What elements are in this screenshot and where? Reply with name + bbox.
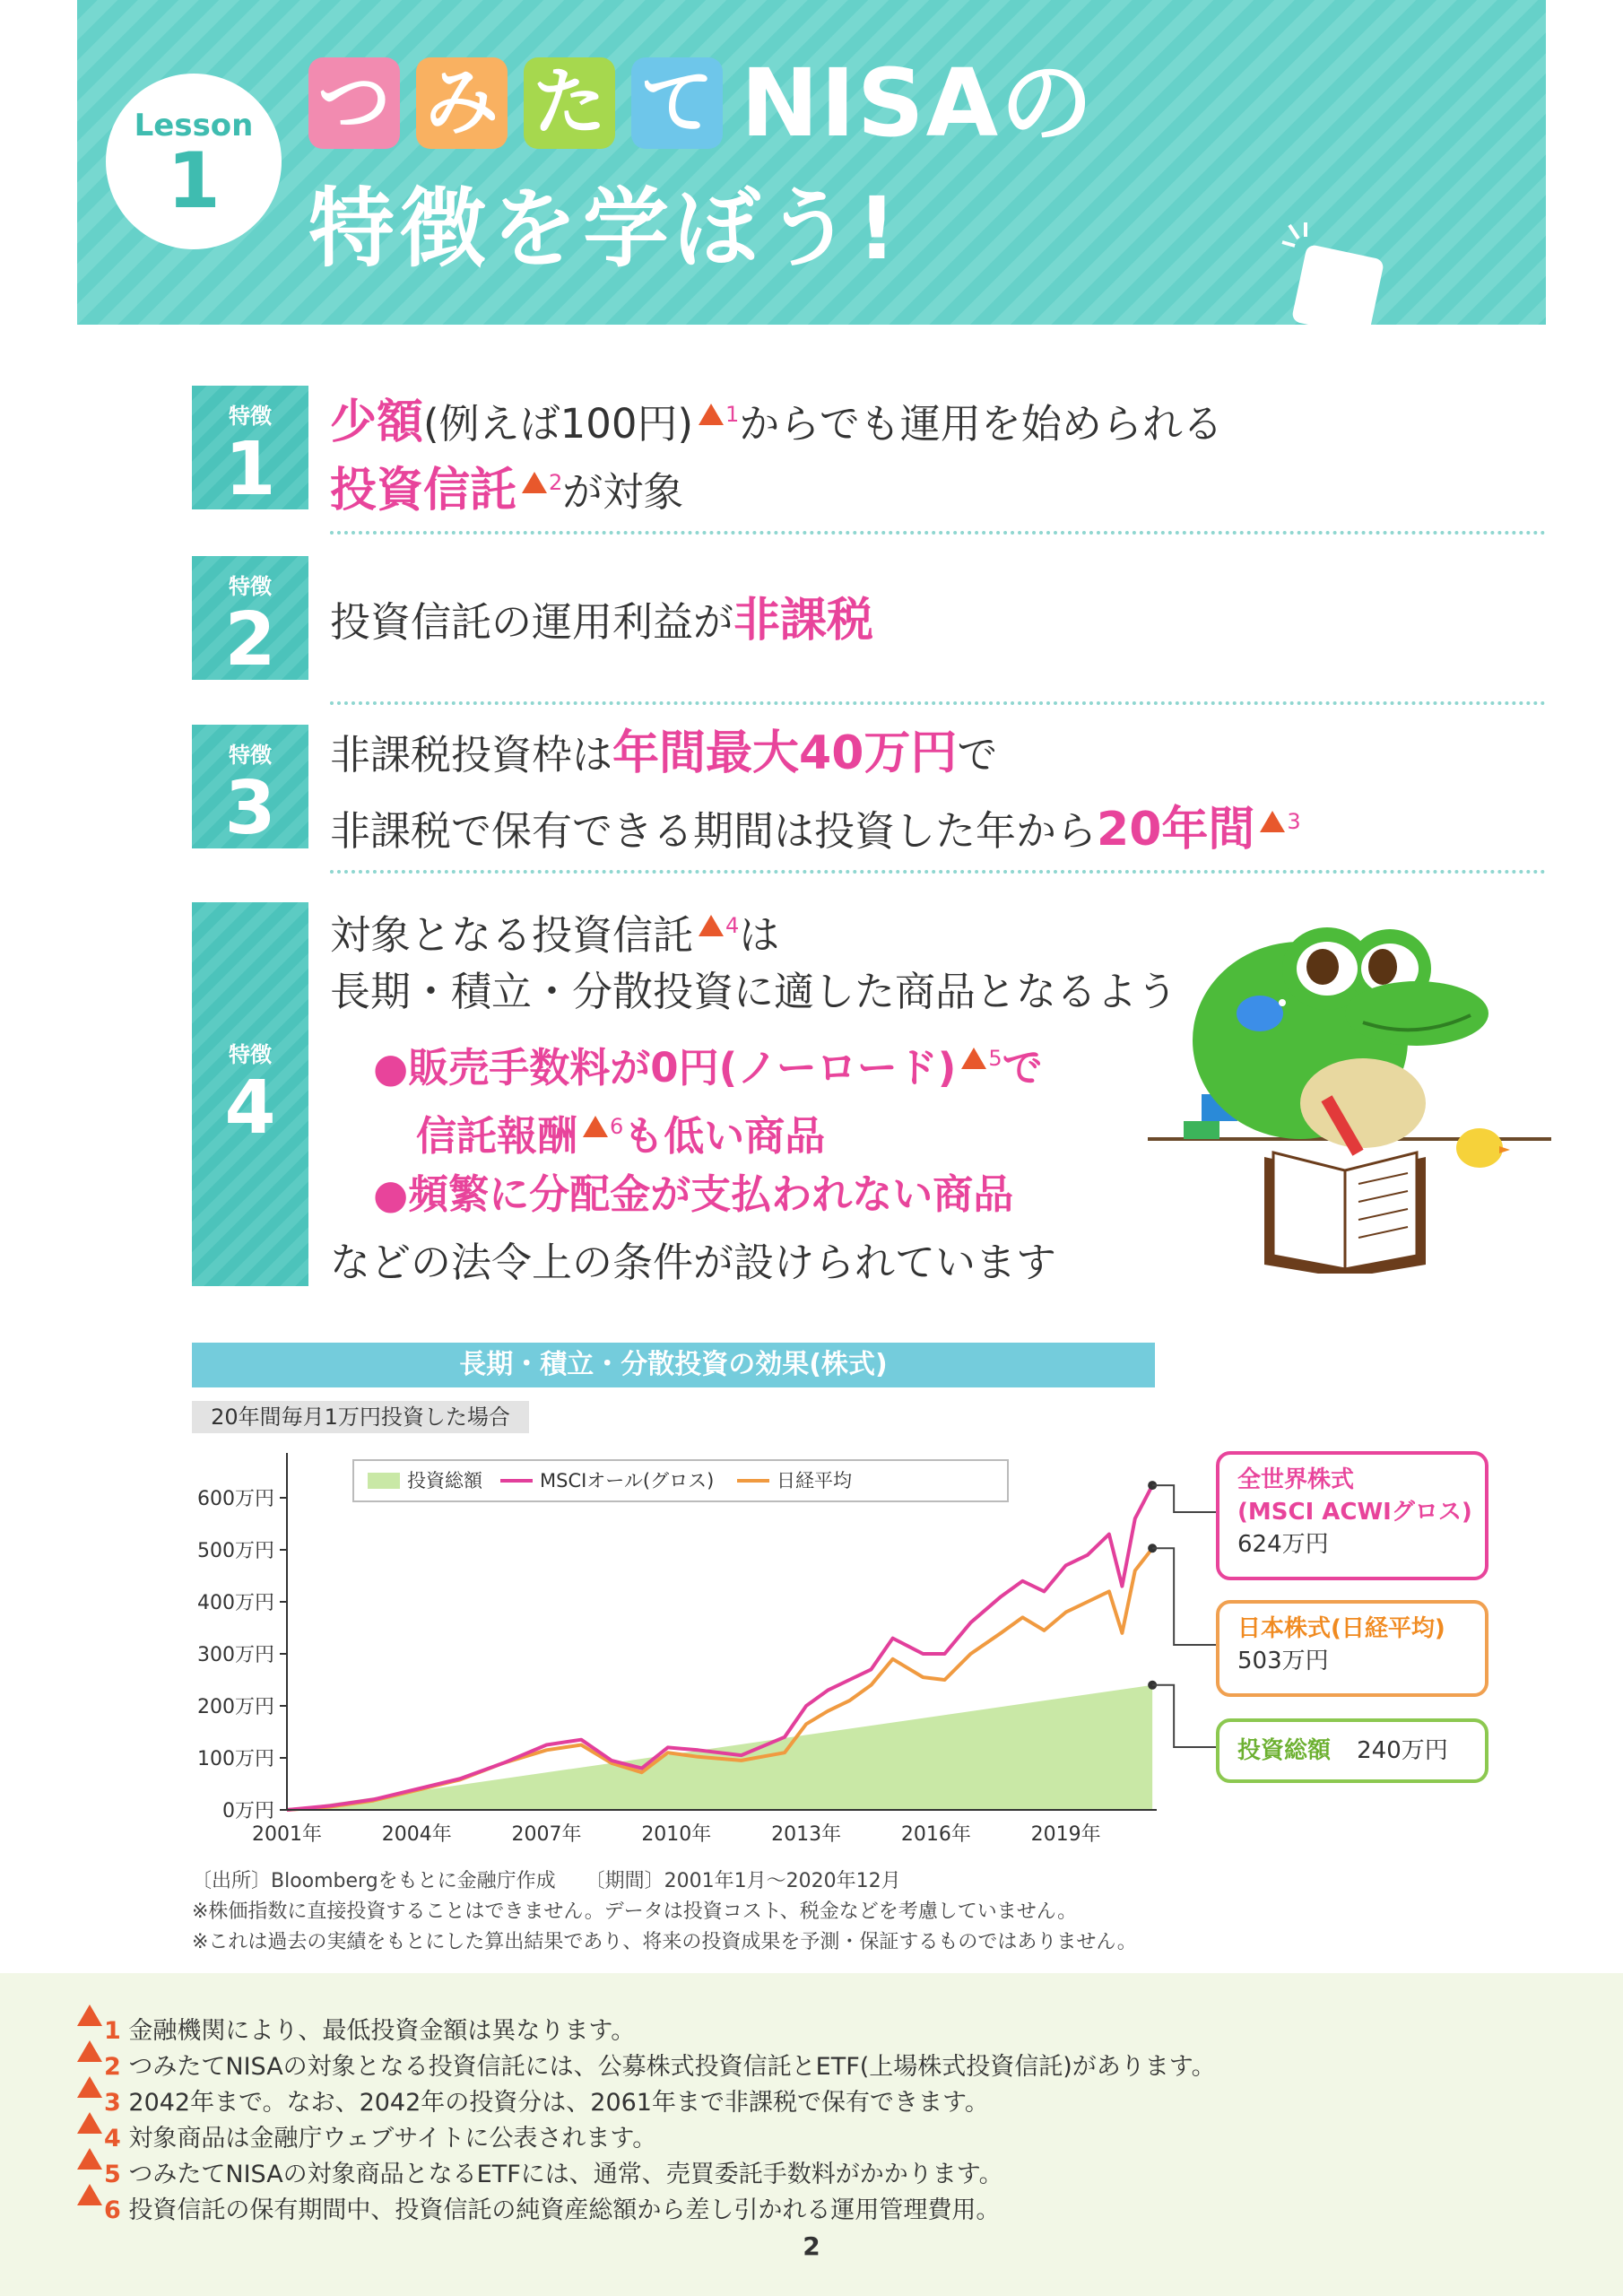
footnote-number: 6: [104, 2196, 121, 2224]
footnote-text: 投資信託の保有期間中、投資信託の純資産総額から差し引かれる運用管理費用。: [128, 2196, 1001, 2224]
feature-text: (例えば100円): [423, 400, 694, 448]
feature-4-line2: 長期・積立・分散投資に適した商品となるよう: [330, 968, 1178, 1015]
y-tick-label: 0万円: [222, 1800, 274, 1822]
callout-title: 投資総額: [1237, 1737, 1332, 1764]
feature-text: 非課税で保有できる期間は投資した年から: [330, 807, 1098, 855]
warning-icon: [77, 2005, 102, 2026]
feature-1-line1: [330, 380, 1223, 458]
footnote-number: 1: [104, 2017, 121, 2045]
callout-title: 日本株式(日経平均): [1237, 1615, 1445, 1642]
frog-reading-book-icon: [1148, 915, 1551, 1274]
divider: [330, 870, 1546, 874]
feature-text: 対象となる投資信託: [330, 911, 694, 959]
warning-icon: [77, 2112, 102, 2134]
warning-icon: [77, 2040, 102, 2062]
feature-4-last-line: などの法令上の条件が設けられています: [330, 1239, 1057, 1286]
callout-value: 503万円: [1237, 1648, 1329, 1674]
callout-total-investment: [1216, 1718, 1488, 1783]
footnote-text: 2042年まで。なお、2042年の投資分は、2061年まで非課税で保有できます。: [128, 2089, 989, 2117]
callout-title: 全世界株式: [1237, 1466, 1355, 1493]
callout-value: 240万円: [1357, 1737, 1448, 1764]
lesson-number: 1: [167, 136, 221, 226]
feature-3-line1: [330, 719, 997, 789]
y-tick-label: 300万円: [197, 1644, 274, 1666]
divider: [330, 531, 1546, 535]
legend-label: MSCIオール(グロス): [540, 1470, 715, 1492]
chart-note: ※株価指数に直接投資することはできません。データは投資コスト、税金などを考慮していません。: [192, 1900, 1078, 1923]
warning-icon: [699, 915, 724, 936]
emphasis-text: 非課税: [733, 594, 874, 648]
x-tick-label: 2010年: [641, 1823, 712, 1846]
warning-icon: [1260, 811, 1285, 832]
feature-text: で: [957, 731, 998, 778]
warning-icon: [522, 472, 547, 493]
y-tick-label: 200万円: [197, 1696, 274, 1718]
feature-label: 特徴: [229, 404, 272, 429]
feature-number: 4: [224, 1065, 276, 1151]
feature-text: 投資信託の運用利益が: [330, 598, 734, 646]
warning-icon: [77, 2076, 102, 2098]
callout-world-stock: [1216, 1451, 1488, 1580]
feature-badge-3: [192, 725, 308, 851]
x-tick-label: 2016年: [900, 1823, 971, 1846]
legend-swatch-total: [368, 1473, 400, 1489]
footnote-ref: 6: [610, 1114, 624, 1139]
emphasis-text: 年間最大40万円: [612, 726, 958, 780]
footnote-number: 2: [104, 2053, 121, 2081]
y-tick-label: 100万円: [197, 1748, 274, 1770]
feature-text: からでも運用を始められる: [739, 400, 1223, 448]
bullet-text: 信託報酬: [416, 1112, 578, 1160]
feature-text: は: [739, 911, 780, 959]
feature-2-line1: [330, 587, 873, 657]
feature-3-line2: [330, 787, 1301, 865]
feature-number: 2: [224, 597, 276, 683]
footnote-ref: 1: [725, 402, 740, 427]
chart-title: 長期・積立・分散投資の効果(株式): [192, 1343, 1155, 1387]
chart-subtitle: 20年間毎月1万円投資した場合: [192, 1401, 529, 1433]
feature-badge-2: [192, 556, 308, 683]
feature-label: 特徴: [229, 1042, 272, 1067]
callout-connector: [1152, 1485, 1216, 1512]
y-tick-label: 600万円: [197, 1488, 274, 1510]
chart-source: 〔出所〕Bloombergをもとに金融庁作成 〔期間〕2001年1月〜2020年12月: [192, 1870, 901, 1892]
feature-badge-1: [192, 386, 308, 512]
investment-chart: [135, 1435, 1219, 1848]
footnote-item: [77, 2184, 1000, 2229]
footnote-ref: 4: [725, 913, 740, 938]
title-kana-tile: て: [631, 57, 723, 149]
callout-connector: [1152, 1548, 1216, 1645]
feature-4-bullet2: [373, 1161, 1013, 1229]
chart-legend: [353, 1460, 1008, 1501]
feature-number: 3: [224, 766, 276, 851]
sticky-note-icon: [1291, 244, 1384, 337]
bullet-text: も低い商品: [623, 1112, 826, 1160]
footnote-number: 5: [104, 2161, 121, 2188]
footnote-text: つみたてNISAの対象となる投資信託には、公募株式投資信託とETF(上場株式投資信託)があります。: [128, 2053, 1216, 2081]
bullet-text: で: [1002, 1044, 1043, 1091]
warning-icon: [77, 2148, 102, 2170]
x-tick-label: 2019年: [1030, 1823, 1101, 1846]
divider: [330, 701, 1546, 705]
warning-icon: [699, 404, 724, 425]
emphasis-text: 20年間: [1097, 803, 1255, 857]
footnote-ref: 2: [549, 470, 563, 495]
warning-icon: [77, 2184, 102, 2205]
legend-label: 投資総額: [407, 1470, 482, 1492]
emphasis-text: 少額: [330, 396, 424, 449]
feature-1-line2: [330, 448, 683, 526]
x-tick-label: 2004年: [381, 1823, 452, 1846]
x-tick-label: 2001年: [252, 1823, 322, 1846]
feature-text: が対象: [562, 468, 684, 516]
x-tick-label: 2013年: [771, 1823, 842, 1846]
footnote-ref: 3: [1287, 809, 1301, 834]
page-number: 2: [803, 2231, 820, 2261]
footnote-number: 3: [104, 2089, 121, 2117]
feature-number: 1: [224, 427, 276, 512]
feature-4-bullet1: [373, 1024, 1043, 1102]
callout-japan-stock: [1216, 1600, 1488, 1697]
x-tick-label: 2007年: [511, 1823, 582, 1846]
feature-badge-4: [192, 902, 308, 1286]
page-title-nisa: NISAの: [741, 48, 1096, 158]
warning-icon: [583, 1116, 608, 1137]
chart-note: ※これは過去の実績をもとにした算出結果であり、将来の投資成果を予測・保証するものではありません。: [192, 1931, 1137, 1953]
warning-icon: [961, 1048, 986, 1069]
lesson-label: Lesson: [134, 108, 254, 144]
callout-connector: [1152, 1685, 1216, 1747]
emphasis-text: 投資信託: [330, 464, 517, 517]
feature-label: 特徴: [229, 743, 272, 768]
footnote-text: 金融機関により、最低投資金額は異なります。: [128, 2017, 636, 2045]
feature-label: 特徴: [229, 574, 272, 599]
footnote-text: つみたてNISAの対象商品となるETFには、通常、売買委託手数料がかかります。: [128, 2161, 1003, 2188]
title-kana-tile: み: [416, 57, 508, 149]
footnote-ref: 5: [988, 1046, 1002, 1071]
page-title-line2: 特徴を学ぼう!: [308, 178, 902, 279]
y-tick-label: 400万円: [197, 1592, 274, 1614]
feature-text: 非課税投資枠は: [330, 731, 613, 778]
footnote-number: 4: [104, 2125, 121, 2152]
title-kana-tile: つ: [308, 57, 400, 149]
legend-label: 日経平均: [777, 1470, 852, 1492]
y-tick-label: 500万円: [197, 1540, 274, 1562]
footnote-text: 対象商品は金融庁ウェブサイトに公表されます。: [128, 2125, 657, 2152]
bullet-text: ●販売手数料が0円(ノーロード): [373, 1044, 957, 1091]
feature-4-bullet1-cont: [416, 1092, 825, 1170]
callout-title: (MSCI ACWIグロス): [1237, 1499, 1472, 1526]
bullet-text: ●頻繁に分配金が支払われない商品: [373, 1170, 1014, 1218]
lesson-badge: [106, 74, 282, 249]
title-kana-tile: た: [524, 57, 615, 149]
callout-value: 624万円: [1237, 1531, 1329, 1558]
